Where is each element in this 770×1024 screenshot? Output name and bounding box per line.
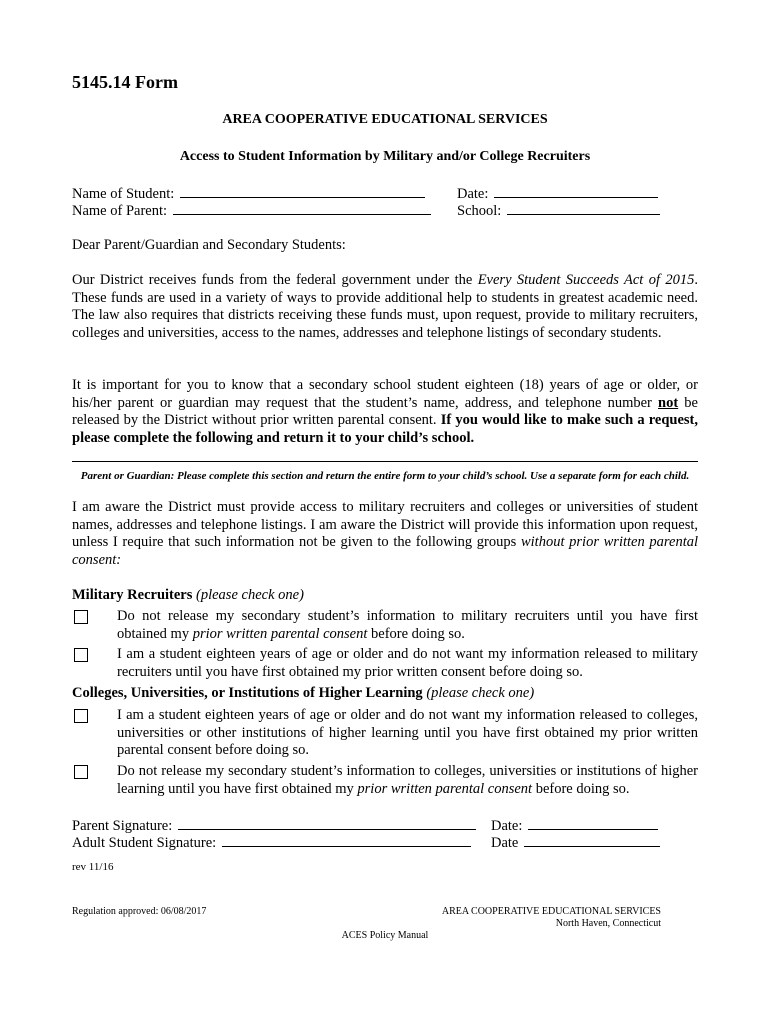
school-field[interactable] — [507, 201, 660, 215]
military-option2: I am a student eighteen years of age or older and do not want my information released to military recruiters until you have first obtained my prior written consent before doing so. — [117, 646, 698, 680]
not-emphasis: not — [658, 394, 679, 411]
request-instruction: If you would like to make such a request, please complete the following and return it to your child’s school. — [72, 412, 698, 446]
colleges-option2-suffix: before doing so. — [532, 780, 630, 797]
adult-signature-row — [72, 833, 471, 852]
footer-location: North Haven, Connecticut — [555, 918, 661, 929]
military-option1-text: Do not release my secondary student’s information to military recruiters until you have first obtained my — [117, 608, 698, 642]
parent-name-label: Name of Parent: — [72, 203, 168, 219]
military-option1-italic: prior written parental consent — [192, 625, 368, 642]
colleges-heading — [72, 685, 534, 702]
awareness-italic: without prior written parental consent: — [72, 534, 698, 568]
adult-signature-field[interactable] — [222, 833, 471, 847]
footer-organization: AREA COOPERATIVE EDUCATIONAL SERVICES — [441, 906, 661, 917]
date-label: Date: — [457, 186, 489, 202]
funding-paragraph — [72, 272, 698, 342]
revision-note: rev 11/16 — [72, 861, 114, 873]
funding-text-rest: . These funds are used in a variety of ways to provide additional help to students in greatest academic need. The law also requires that districts receiving these funds must, upon request, provide to military recruiters, colleges and universities, access to the names, addresses and telephone listings of secondary students. — [72, 272, 699, 341]
military-heading-text: Military Recruiters — [72, 587, 193, 603]
military-heading — [72, 587, 304, 604]
colleges-heading-text: Colleges, Universities, or Institutions of Higher Learning — [72, 685, 423, 701]
colleges-option2-checkbox[interactable] — [74, 765, 88, 779]
colleges-option1: I am a student eighteen years of age or older and do not want my information released to colleges, universities or other institutions of higher learning until you have first obtained my prior written parental consent before doing so. — [117, 707, 698, 758]
signature-date-label-1: Date: — [491, 818, 523, 834]
rights-text-mid: be released by the District without prior written parental consent. — [72, 394, 698, 428]
military-option1-suffix: before doing so. — [367, 625, 465, 642]
section-divider — [72, 461, 698, 462]
rights-paragraph — [72, 377, 698, 447]
school-row — [457, 201, 660, 220]
parent-name-field[interactable] — [173, 201, 431, 215]
salutation: Dear Parent/Guardian and Secondary Students: — [72, 237, 346, 253]
parent-instruction: Parent or Guardian: Please complete this section and return the entire form to your child’s school. Use a separate form for each child. — [80, 470, 690, 482]
military-heading-note: (please check one) — [196, 587, 304, 603]
parent-signature-field[interactable] — [178, 816, 476, 830]
funding-text-start: Our District receives funds from the federal government under the — [72, 272, 478, 288]
awareness-text: I am aware the District must provide access to military recruiters and colleges or universities of student names, addresses and telephone listings. I am aware the District will provide this information upon request, unless I require that such information not be given to the following groups — [72, 499, 698, 550]
military-option2-checkbox[interactable] — [74, 648, 88, 662]
form-title: Access to Student Information by Military and/or College Recruiters — [179, 149, 591, 164]
parent-name-row — [72, 201, 431, 220]
signature-date-row-2 — [491, 833, 660, 852]
date-field[interactable] — [494, 184, 658, 198]
policy-manual: ACES Policy Manual — [341, 930, 429, 941]
colleges-option2 — [117, 763, 698, 798]
signature-date-field-1[interactable] — [528, 816, 658, 830]
awareness-paragraph — [72, 499, 698, 569]
military-option1 — [117, 608, 698, 643]
signature-date-label-2: Date — [491, 835, 519, 851]
form-number: 5145.14 Form — [72, 72, 178, 92]
student-name-label: Name of Student: — [72, 186, 175, 202]
organization-heading: AREA COOPERATIVE EDUCATIONAL SERVICES — [222, 112, 548, 127]
adult-signature-label: Adult Student Signature: — [72, 835, 217, 851]
act-name: Every Student Succeeds Act of 2015 — [477, 272, 695, 288]
colleges-option1-checkbox[interactable] — [74, 709, 88, 723]
parent-signature-label: Parent Signature: — [72, 818, 173, 834]
colleges-option2-italic: prior written parental consent — [357, 780, 533, 797]
school-label: School: — [457, 203, 502, 219]
military-option1-checkbox[interactable] — [74, 610, 88, 624]
rights-text-start: It is important for you to know that a secondary school student eighteen (18) years of age or older, or his/her parent or guardian may request that the student’s name, address, and telephone number — [72, 377, 698, 411]
colleges-heading-note: (please check one) — [426, 685, 535, 701]
regulation-approved: Regulation approved: 06/08/2017 — [72, 906, 207, 917]
student-name-field[interactable] — [180, 184, 425, 198]
colleges-option2-text: Do not release my secondary student’s information to colleges, universities or institutions of higher learning until you have first obtained my — [117, 763, 698, 797]
signature-date-field-2[interactable] — [524, 833, 660, 847]
